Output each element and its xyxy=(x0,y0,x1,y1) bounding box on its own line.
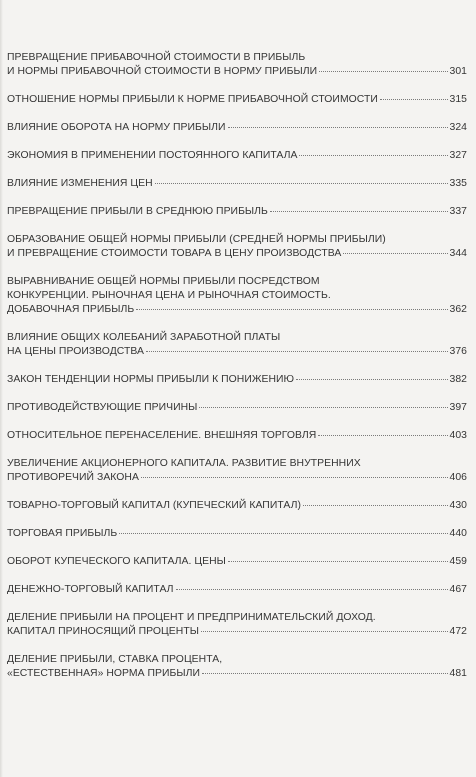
dot-leader xyxy=(199,407,447,408)
toc-entry xyxy=(7,51,467,79)
dot-leader xyxy=(201,631,448,632)
dot-leader xyxy=(319,71,447,72)
toc-entry-title-line: КАПИТАЛ ПРИНОСЯЩИЙ ПРОЦЕНТЫ xyxy=(7,626,199,637)
toc-page-number: 335 xyxy=(449,178,467,189)
toc-entry xyxy=(7,233,467,261)
toc-entry-title-line: ОБОРОТ КУПЕЧЕСКОГО КАПИТАЛА. ЦЕНЫ xyxy=(7,556,226,567)
toc-entry-title-line: ЗАКОН ТЕНДЕНЦИИ НОРМЫ ПРИБЫЛИ К ПОНИЖЕНИЮ xyxy=(7,374,295,385)
toc-entry-row xyxy=(7,667,467,681)
toc-page-number: 382 xyxy=(449,374,467,385)
dot-leader xyxy=(146,351,447,352)
toc-entry-title-line: ДЕЛЕНИЕ ПРИБЫЛИ, СТАВКА ПРОЦЕНТА, xyxy=(7,654,223,665)
toc-entry xyxy=(7,457,467,485)
toc-entry-title-line: ТОРГОВАЯ ПРИБЫЛЬ xyxy=(7,528,118,539)
toc-entry-row xyxy=(7,555,467,569)
toc-entry-row xyxy=(7,177,467,191)
toc-entry-row xyxy=(7,527,467,541)
toc-entry-row xyxy=(7,401,467,415)
dot-leader xyxy=(155,183,448,184)
toc-entry-row xyxy=(7,65,467,79)
dot-leader xyxy=(228,127,448,128)
toc-entry-title-line: ВЫРАВНИВАНИЕ ОБЩЕЙ НОРМЫ ПРИБЫЛИ ПОСРЕДСТВОМ xyxy=(7,276,320,287)
toc-entry-title-line: ВЛИЯНИЕ ОБЩИХ КОЛЕБАНИЙ ЗАРАБОТНОЙ ПЛАТЫ xyxy=(7,332,281,343)
toc-entry-title-line: ОТНОСИТЕЛЬНОЕ ПЕРЕНАСЕЛЕНИЕ. ВНЕШНЯЯ ТОРГОВЛЯ xyxy=(7,430,317,441)
toc-entry xyxy=(7,177,467,191)
toc-page-number: 440 xyxy=(449,528,467,539)
toc-entry-title-line: ДЕНЕЖНО-ТОРГОВЫЙ КАПИТАЛ xyxy=(7,584,174,595)
toc-entry-row xyxy=(7,471,467,485)
toc-entry xyxy=(7,205,467,219)
toc-entry-title-line: ПРОТИВОДЕЙСТВУЮЩИЕ ПРИЧИНЫ xyxy=(7,402,198,413)
toc-entry-title-line: «ЕСТЕСТВЕННАЯ» НОРМА ПРИБЫЛИ xyxy=(7,668,201,679)
toc-page-number: 403 xyxy=(449,430,467,441)
toc-entry xyxy=(7,527,467,541)
toc-entry-row xyxy=(7,205,467,219)
toc-entry xyxy=(7,331,467,359)
toc-entry-row xyxy=(7,429,467,443)
toc-entry-row xyxy=(7,247,467,261)
toc-entry-row xyxy=(7,303,467,317)
toc-entry xyxy=(7,653,467,681)
toc-entry-title-line: ОТНОШЕНИЕ НОРМЫ ПРИБЫЛИ К НОРМЕ ПРИБАВОЧНОЙ СТОИМОСТИ xyxy=(7,94,378,105)
toc-page-number: 337 xyxy=(449,206,467,217)
toc-page-number: 301 xyxy=(449,66,467,77)
toc-entry-row xyxy=(7,373,467,387)
toc-entry xyxy=(7,583,467,597)
toc-entry-title-line: УВЕЛИЧЕНИЕ АКЦИОНЕРНОГО КАПИТАЛА. РАЗВИТИЕ ВНУТРЕННИХ xyxy=(7,458,361,469)
toc-entry-title-line: ПРЕВРАЩЕНИЕ ПРИБЫЛИ В СРЕДНЮЮ ПРИБЫЛЬ xyxy=(7,206,268,217)
dot-leader xyxy=(202,673,447,674)
toc-page-number: 397 xyxy=(449,402,467,413)
toc-entry xyxy=(7,555,467,569)
toc-entry-title-line: НА ЦЕНЫ ПРОИЗВОДСТВА xyxy=(7,346,145,357)
toc-entry xyxy=(7,275,467,317)
toc-entry-row xyxy=(7,149,467,163)
toc-entry-title-line: И ПРЕВРАЩЕНИЕ СТОИМОСТИ ТОВАРА В ЦЕНУ ПРОИЗВОДСТВА xyxy=(7,248,342,259)
toc-entry xyxy=(7,429,467,443)
dot-leader xyxy=(343,253,447,254)
toc-page-number: 344 xyxy=(449,248,467,259)
toc-page-number: 324 xyxy=(449,122,467,133)
toc-entry xyxy=(7,93,467,107)
dot-leader xyxy=(270,211,448,212)
toc-entry-row xyxy=(7,93,467,107)
toc-entry-title-line: ПРЕВРАЩЕНИЕ ПРИБАВОЧНОЙ СТОИМОСТИ В ПРИБЫЛЬ xyxy=(7,52,306,63)
toc-entry-row xyxy=(7,121,467,135)
toc-entry xyxy=(7,499,467,513)
toc-page-number: 481 xyxy=(449,668,467,679)
toc-entry xyxy=(7,149,467,163)
dot-leader xyxy=(318,435,447,436)
toc-entry xyxy=(7,121,467,135)
dot-leader xyxy=(119,533,447,534)
toc-entry xyxy=(7,611,467,639)
dot-leader xyxy=(228,561,448,562)
toc-page-number: 362 xyxy=(449,304,467,315)
dot-leader xyxy=(296,379,447,380)
toc-page-number: 472 xyxy=(449,626,467,637)
toc-entry-title-line: КОНКУРЕНЦИИ. РЫНОЧНАЯ ЦЕНА И РЫНОЧНАЯ СТОИМОСТЬ. xyxy=(7,290,331,301)
dot-leader xyxy=(299,155,447,156)
toc-entry-title-line: ПРОТИВОРЕЧИЙ ЗАКОНА xyxy=(7,472,139,483)
toc-entry-row xyxy=(7,583,467,597)
dot-leader xyxy=(380,99,448,100)
toc-page-number: 430 xyxy=(449,500,467,511)
toc-page-number: 406 xyxy=(449,472,467,483)
toc-entry-title-line: ТОВАРНО-ТОРГОВЫЙ КАПИТАЛ (КУПЕЧЕСКИЙ КАПИТАЛ) xyxy=(7,500,301,511)
toc-entry-title-line: ДЕЛЕНИЕ ПРИБЫЛИ НА ПРОЦЕНТ И ПРЕДПРИНИМАТЕЛЬСКИЙ ДОХОД. xyxy=(7,612,376,623)
toc-entry-title-line: ЭКОНОМИЯ В ПРИМЕНЕНИИ ПОСТОЯННОГО КАПИТАЛА xyxy=(7,150,298,161)
toc-entry-row xyxy=(7,625,467,639)
toc-entry-row xyxy=(7,499,467,513)
dot-leader xyxy=(136,309,447,310)
toc-entry-title-line: ДОБАВОЧНАЯ ПРИБЫЛЬ xyxy=(7,304,135,315)
toc-page-number: 315 xyxy=(449,94,467,105)
toc-page-number: 459 xyxy=(449,556,467,567)
toc-entry-row xyxy=(7,345,467,359)
toc-entry xyxy=(7,373,467,387)
toc-page-number: 376 xyxy=(449,346,467,357)
toc-entry xyxy=(7,401,467,415)
toc-page-number: 327 xyxy=(449,150,467,161)
toc-entry-title-line: И НОРМЫ ПРИБАВОЧНОЙ СТОИМОСТИ В НОРМУ ПРИБЫЛИ xyxy=(7,66,318,77)
toc-entry-title-line: ВЛИЯНИЕ ИЗМЕНЕНИЯ ЦЕН xyxy=(7,178,153,189)
dot-leader xyxy=(141,477,448,478)
toc-entry-title-line: ОБРАЗОВАНИЕ ОБЩЕЙ НОРМЫ ПРИБЫЛИ (СРЕДНЕЙ НОРМЫ ПРИБЫЛИ) xyxy=(7,234,386,245)
toc-page-number: 467 xyxy=(449,584,467,595)
dot-leader xyxy=(176,589,448,590)
toc-entry-title-line: ВЛИЯНИЕ ОБОРОТА НА НОРМУ ПРИБЫЛИ xyxy=(7,122,226,133)
page-edge xyxy=(0,0,3,777)
table-of-contents xyxy=(7,51,467,681)
dot-leader xyxy=(303,505,448,506)
